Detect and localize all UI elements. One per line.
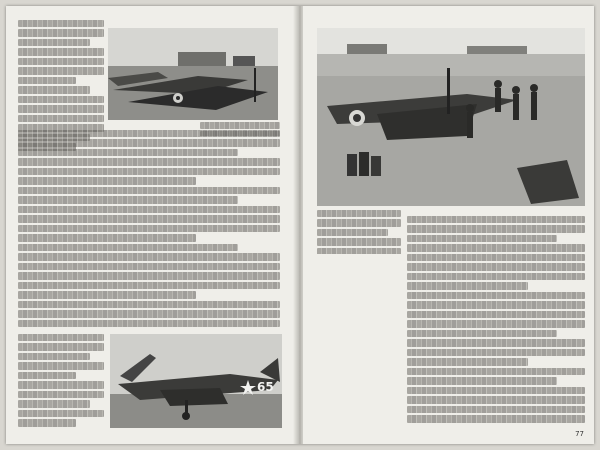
text-line [200, 122, 280, 129]
text-line [407, 349, 585, 356]
text-line [18, 86, 90, 93]
text-line [18, 168, 280, 175]
text-line [317, 219, 401, 226]
text-line [18, 282, 280, 289]
photo-caption-right [317, 210, 401, 254]
book-spread [6, 6, 594, 444]
text-line [407, 301, 585, 308]
text-line [18, 253, 280, 260]
text-line [18, 67, 104, 74]
text-line [407, 244, 585, 251]
text-line [18, 196, 238, 203]
text-line [18, 362, 104, 369]
text-line [18, 139, 280, 146]
text-line [317, 210, 401, 217]
text-line [18, 20, 104, 27]
text-line [18, 320, 280, 327]
text-line [18, 400, 90, 407]
text-line [18, 225, 280, 232]
text-line [18, 234, 196, 241]
text-line [317, 229, 388, 236]
text-line [18, 158, 280, 165]
text-line [407, 339, 585, 346]
text-line [18, 187, 280, 194]
text-line [18, 291, 196, 298]
text-line [18, 149, 238, 156]
text-line [18, 381, 104, 388]
left-text-column-bottom [18, 334, 104, 429]
text-line [407, 263, 585, 270]
text-line [407, 225, 585, 232]
spitfire-crew-photo [317, 28, 585, 206]
text-line [18, 272, 280, 279]
text-line [18, 410, 104, 417]
text-line [18, 206, 280, 213]
fighter-number-label: 65 [257, 380, 274, 394]
text-line [407, 396, 585, 403]
text-line [18, 301, 280, 308]
yak-fighter-photo [110, 334, 282, 428]
left-text-column-main [18, 130, 280, 330]
text-line [18, 391, 104, 398]
text-line [407, 320, 585, 327]
text-line [407, 254, 585, 261]
text-line [18, 130, 280, 137]
text-line [18, 58, 104, 65]
text-line [407, 235, 557, 242]
text-line [407, 330, 557, 337]
text-line [407, 387, 585, 394]
text-line [407, 406, 585, 413]
text-line [18, 353, 90, 360]
text-line [18, 310, 280, 317]
text-line [407, 282, 528, 289]
text-line [18, 372, 76, 379]
text-line [18, 96, 104, 103]
text-line [317, 248, 401, 254]
text-line [18, 419, 76, 426]
text-line [18, 105, 104, 112]
text-line [18, 48, 104, 55]
text-line [18, 244, 238, 251]
text-line [18, 77, 76, 84]
spitfire-formation-photo [108, 28, 278, 120]
text-line [18, 115, 104, 122]
text-line [18, 334, 104, 341]
text-line [18, 29, 104, 36]
text-line [18, 263, 280, 270]
right-text-column [407, 216, 585, 430]
text-line [407, 216, 585, 223]
text-line [18, 343, 104, 350]
text-line [407, 377, 557, 384]
left-page [6, 6, 297, 444]
text-line [407, 415, 585, 422]
text-line [407, 292, 585, 299]
text-line [407, 358, 528, 365]
text-line [317, 238, 401, 245]
text-line [407, 368, 585, 375]
text-line [407, 311, 585, 318]
text-line [18, 215, 280, 222]
right-page [303, 6, 594, 444]
text-line [407, 273, 585, 280]
page-number: 77 [575, 430, 584, 438]
text-line [18, 177, 196, 184]
text-line [18, 39, 90, 46]
